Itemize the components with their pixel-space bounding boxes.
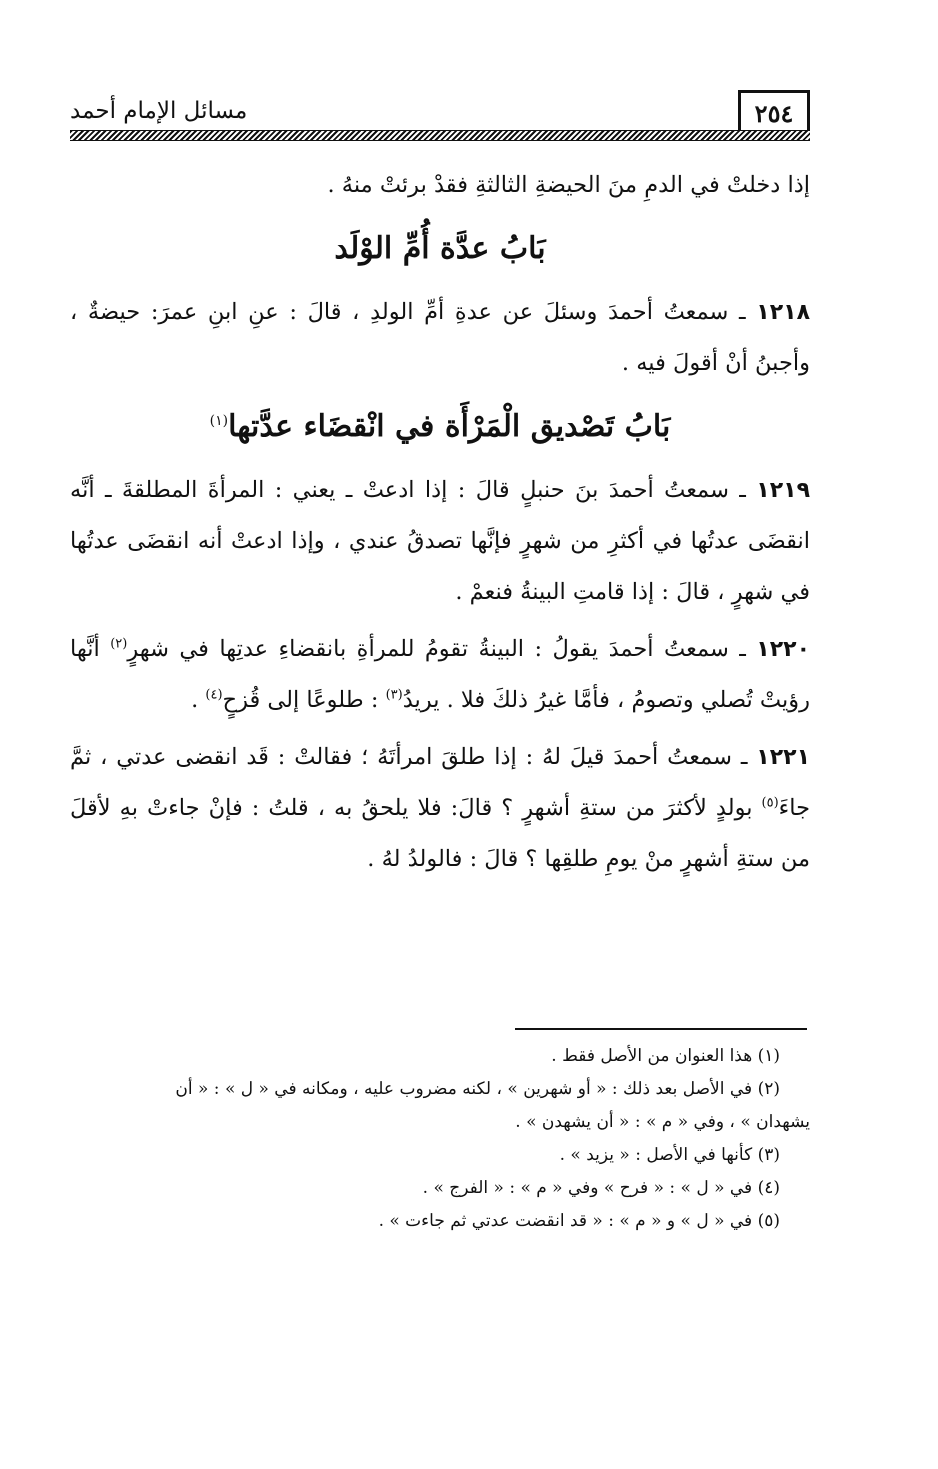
footnote-ref[interactable]: (٤) (205, 687, 223, 703)
footnote-2-continued: يشهدان » ، وفي « م » : « أن يشهدن » . (515, 1112, 810, 1132)
issue-number: ١٢١٨ (756, 300, 810, 325)
footnote-ref[interactable]: (٢) (110, 636, 128, 652)
issue-1220 (70, 624, 810, 726)
footnote-ref[interactable]: (٣) (385, 687, 403, 703)
issue-text: . (191, 687, 206, 713)
issue-text: ـ سمعتُ أحمدَ يقولُ : البينةُ تقومُ للمرأةِ بانقضاءِ عدتِها في شهرٍ (127, 636, 757, 662)
chapter-heading-1: بَابُ عدَّة أُمِّ الوْلَد (334, 231, 546, 266)
issue-text: بولدٍ لأكثرَ من ستةِ أشهرٍ ؟ قالَ: فلا يلحقُ به ، قلتُ : فإنْ جاءتْ بهِ لأقلَ من ستةِ أشهرٍ منْ يومِ طلقِها ؟ قالَ : فالولدُ لهُ . (70, 795, 810, 872)
issue-text: أنَّها رؤيتْ تُصلي وتصومُ ، فأمَّا غيرُ ذلكَ فلا . يريدُ (70, 636, 810, 713)
footnote-4: (٤) في « ل » : « فرح » وفي « م » : « الفرج » . (422, 1178, 780, 1198)
running-head (70, 84, 810, 144)
issue-number: ١٢٢٠ (756, 637, 810, 662)
page-number: ٢٥٤ (738, 90, 810, 134)
issue-text: ـ سمعتُ أحمدَ وسئلَ عن عدةِ أمِّ الولدِ ، قالَ : عنِ ابنِ عمرَ: حيضةٌ ، وأجبنُ أنْ أقولَ فيه . (70, 299, 810, 376)
footnotes (70, 1040, 810, 1238)
issue-text: ـ سمعتُ أحمدَ قيلَ لهُ : إذا طلقَ امرأتَهُ ؛ فقالتْ : قَد انقضى عدتي ، ثمَّ جاءَ (70, 744, 810, 821)
issue-text: : طلوعًا إلى قُزحٍ (222, 687, 386, 713)
footnote-2: (٢) في الأصل بعد ذلك : « أو شهرين » ، لكنه مضروب عليه ، ومكانه في « ل » : « أن (175, 1079, 780, 1099)
footnote-5: (٥) في « ل » و « م » : « قد انقضت عدتي ثم جاءت » . (378, 1211, 780, 1231)
issue-1219 (70, 465, 810, 618)
opening-line: إذا دخلتْ في الدمِ منَ الحيضةِ الثالثةِ فقدْ برئتْ منهُ . (327, 172, 810, 198)
chapter-heading-2 (70, 397, 810, 457)
issue-text: ـ سمعتُ أحمدَ بنَ حنبلٍ قالَ : إذا ادعتْ ـ يعني : المرأةَ المطلقةَ ـ أنَّه انقضَى عدتُها في أكثرِ من شهرٍ فإنَّها تصدقُ عندي ، وإذا ادعتْ أنه انقضَى عدتُها في شهرٍ ، قالَ : إذا قامتِ البينةُ فنعمْ . (70, 477, 810, 605)
issue-1218 (70, 287, 810, 389)
footnote-1: (١) هذا العنوان من الأصل فقط . (551, 1046, 780, 1066)
running-title: مسائل الإمام أحمد (70, 98, 248, 124)
issue-1221 (70, 732, 810, 885)
main-text (70, 160, 810, 891)
issue-number: ١٢١٩ (756, 478, 810, 503)
footnote-ref[interactable]: (٥) (761, 795, 779, 811)
footnote-separator (515, 1028, 807, 1030)
footnote-3: (٣) كأنها في الأصل : « يزيد » . (559, 1145, 780, 1165)
issue-number: ١٢٢١ (756, 745, 810, 770)
header-rule (70, 130, 810, 141)
heading-text: بَابُ تَصْديق الْمَرْأَة في انْقضَاء عدَّتها (228, 409, 671, 444)
footnote-ref[interactable]: (١) (209, 413, 229, 429)
